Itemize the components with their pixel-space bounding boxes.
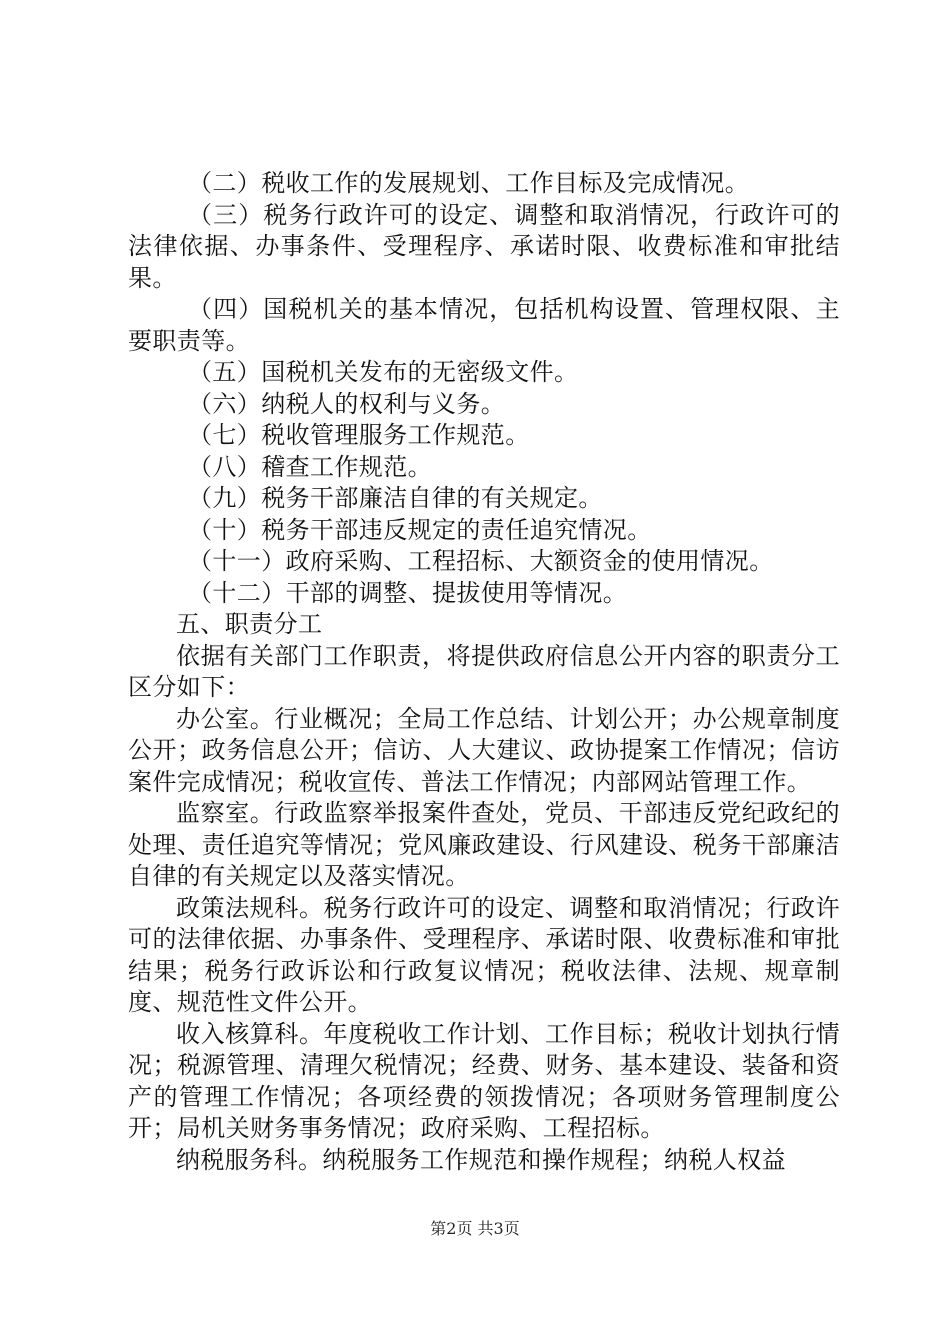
paragraph: （十二）干部的调整、提拔使用等情况。	[188, 578, 628, 607]
paragraph: （五）国税机关发布的无密级文件。	[188, 358, 579, 386]
paragraph: （十一）政府采购、工程招标、大额资金的使用情况。	[188, 547, 774, 575]
paragraph: （四）国税机关的基本情况，包括机构设置、管理权限、主要职责等。	[128, 295, 840, 355]
paragraph: 监察室。行政监察举报案件查处，党员、干部违反党纪政纪的处理、责任追究等情况；党风廉政建设、行风建设、税务干部廉洁自律的有关规定以及落实情况。	[128, 799, 840, 890]
paragraph: （八）稽查工作规范。	[188, 452, 432, 481]
paragraph: （十）税务干部违反规定的责任追究情况。	[188, 515, 652, 544]
paragraph: 五、职责分工	[176, 610, 323, 638]
paragraph: （七）税收管理服务工作规范。	[188, 421, 530, 449]
paragraph: 纳税服务科。纳税服务工作规范和操作规程；纳税人权益	[176, 1145, 786, 1174]
paragraph: （六）纳税人的权利与义务。	[188, 389, 506, 418]
paragraph: 收入核算科。年度税收工作计划、工作目标；税收计划执行情况；税源管理、清理欠税情况；经费、财务、基本建设、装备和资产的管理工作情况；各项经费的领拨情况；各项财务管理制度公开；局机关财务事务情况；政府采购、工程招标。	[128, 1019, 840, 1142]
paragraph: 政策法规科。税务行政许可的设定、调整和取消情况；行政许可的法律依据、办事条件、受理程序、承诺时限、收费标准和审批结果；税务行政诉讼和行政复议情况；税收法律、法规、规章制度、规范性文件公开。	[128, 893, 840, 1016]
paragraph: 办公室。行业概况；全局工作总结、计划公开；办公规章制度公开；政务信息公开；信访、人大建议、政协提案工作情况；信访案件完成情况；税收宣传、普法工作情况；内部网站管理工作。	[128, 704, 840, 796]
document-body	[128, 168, 840, 1176]
paragraph: 依据有关部门工作职责，将提供政府信息公开内容的职责分工区分如下：	[128, 641, 840, 701]
paragraph: （九）税务干部廉洁自律的有关规定。	[188, 484, 603, 512]
paragraph: （二）税收工作的发展规划、工作目标及完成情况。	[188, 169, 750, 197]
paragraph: （三）税务行政许可的设定、调整和取消情况，行政许可的法律依据、办事条件、受理程序、承诺时限、收费标准和审批结果。	[128, 200, 840, 292]
page-footer: 第2页 共3页	[430, 1219, 520, 1238]
